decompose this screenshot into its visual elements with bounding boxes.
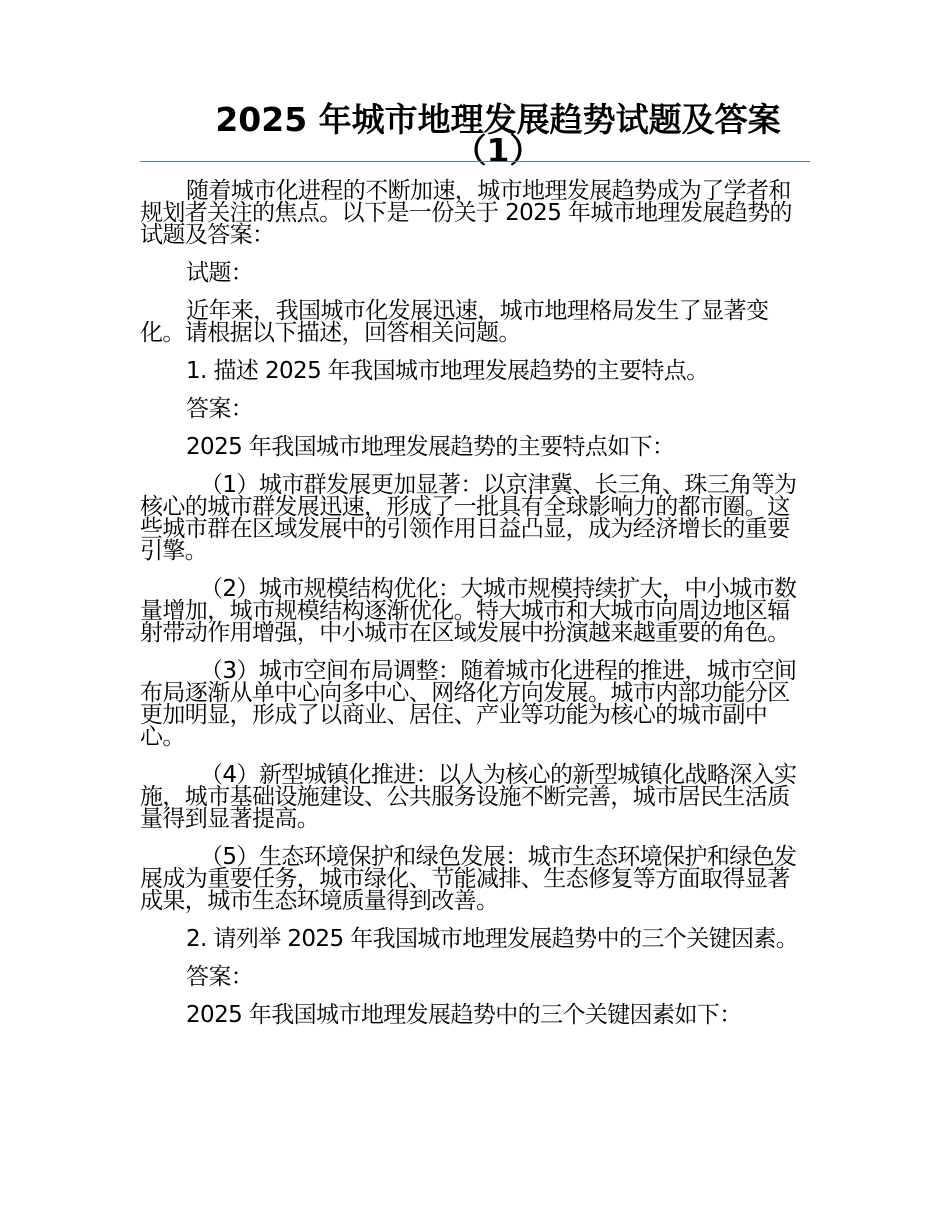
question-context: 近年来，我国城市化发展迅速，城市地理格局发生了显著变化。请根据以下描述，回答相关问题。 bbox=[140, 298, 769, 346]
document-body bbox=[140, 180, 810, 1042]
answer-label-1: 答案： bbox=[186, 396, 254, 422]
intro-paragraph: 随着城市化进程的不断加速，城市地理发展趋势成为了学者和规划者关注的焦点。以下是一份关于 2025 年城市地理发展趋势的试题及答案： bbox=[140, 178, 792, 248]
section-label-questions: 试题： bbox=[186, 260, 254, 286]
answer-1-point-4: （4）新型城镇化推进：以人为核心的新型城镇化战略深入实施，城市基础设施建设、公共服务设施不断完善，城市居民生活质量得到显著提高。 bbox=[140, 762, 797, 832]
answer-1-intro: 2025 年我国城市地理发展趋势的主要特点如下： bbox=[186, 434, 675, 460]
document-title: 2025 年城市地理发展趋势试题及答案（1） bbox=[215, 100, 781, 170]
answer-1-point-1: （1）城市群发展更加显著：以京津冀、长三角、珠三角等为核心的城市群发展迅速，形成了一批具有全球影响力的都市圈。这些城市群在区域发展中的引领作用日益凸显，成为经济增长的重要引擎。 bbox=[140, 472, 797, 564]
title-divider bbox=[140, 161, 810, 162]
answer-1-point-3: （3）城市空间布局调整：随着城市化进程的推进，城市空间布局逐渐从单中心向多中心、网络化方向发展。城市内部功能分区更加明显，形成了以商业、居住、产业等功能为核心的城市副中心。 bbox=[140, 658, 797, 750]
answer-2-intro: 2025 年我国城市地理发展趋势中的三个关键因素如下： bbox=[186, 1002, 742, 1028]
question-1: 1. 描述 2025 年我国城市地理发展趋势的主要特点。 bbox=[186, 358, 709, 384]
answer-1-point-5: （5）生态环境保护和绿色发展：城市生态环境保护和绿色发展成为重要任务，城市绿化、节能减排、生态修复等方面取得显著成果，城市生态环境质量得到改善。 bbox=[140, 844, 797, 914]
question-2: 2. 请列举 2025 年我国城市地理发展趋势中的三个关键因素。 bbox=[186, 926, 799, 952]
answer-label-2: 答案： bbox=[186, 964, 254, 990]
answer-1-point-2: （2）城市规模结构优化：大城市规模持续扩大，中小城市数量增加，城市规模结构逐渐优化。特大城市和大城市向周边地区辐射带动作用增强，中小城市在区域发展中扮演越来越重要的角色。 bbox=[140, 576, 797, 646]
